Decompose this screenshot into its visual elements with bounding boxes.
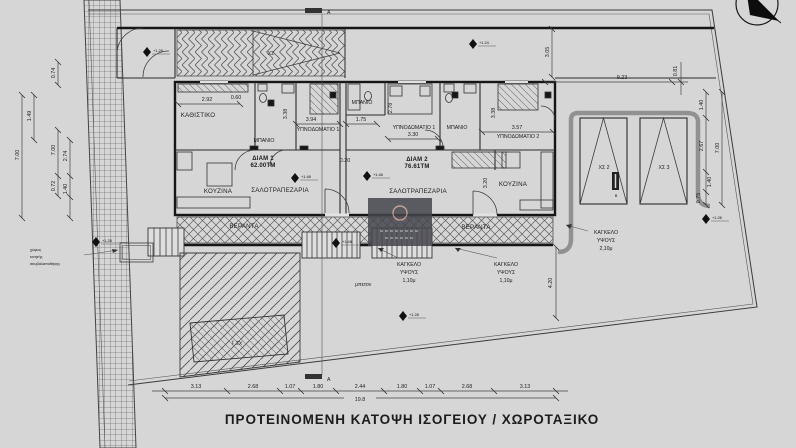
- dim-3-94: 3.94: [305, 117, 317, 123]
- level-veranda: +1.48: [342, 239, 352, 244]
- railing3-line1: ΚΑΓΚΕΛΟ: [593, 230, 619, 236]
- section-a-bottom: A: [327, 377, 331, 383]
- dim-3-05: 3.05: [545, 46, 551, 58]
- dim-1-40-right-a: 1.40: [699, 99, 705, 111]
- room-bath-apt1: ΜΠΑΝΙΟ: [253, 138, 275, 144]
- garbage-label-1: χώρος: [30, 247, 42, 252]
- parking-ramp-label: ΧΣ: [267, 51, 275, 57]
- dim-0-60: 0.60: [230, 95, 242, 101]
- railing2-line3: 1,10μ: [499, 278, 513, 284]
- dim-3-30: 3.30: [407, 132, 419, 138]
- driveway-ramp: [180, 253, 300, 377]
- dim-4-20: 4.20: [548, 277, 554, 289]
- dim-1-75: 1.75: [355, 117, 367, 123]
- room-salon-apt1: ΣΑΛΟΤΡΑΠΕΖΑΡΙΑ: [251, 187, 309, 194]
- apt2-area: 76.61ΤΜ: [404, 164, 430, 170]
- dim-9-23: 9.23: [616, 75, 628, 81]
- railing1-line1: ΚΑΓΚΕΛΟ: [396, 262, 422, 268]
- drawing-title: ΠΡΟΤΕΙΝΟΜΕΝΗ ΚΑΤΟΨΗ ΙΣΟΓΕΙΟΥ / ΧΩΡΟΤΑΞΙΚΟ: [224, 412, 600, 427]
- dim-0-20: 0.20: [339, 158, 351, 164]
- room-bed1-apt1: ΥΠΝΟΔΩΜΑΤΙΟ 1: [296, 127, 340, 133]
- level-top-left: +1.28: [153, 48, 163, 53]
- dim-2-92: 2.92: [201, 97, 213, 103]
- parking-space-2-label: ΧΣ 2: [598, 165, 610, 171]
- b-marker-label: Β: [614, 193, 618, 198]
- room-bed2-apt2: ΥΠΝΟΔΩΜΑΤΙΟ 2: [496, 134, 540, 140]
- room-kitchen-apt1: ΚΟΥΖΙΝΑ: [203, 188, 233, 195]
- railing3-line2: ΥΨΟΥΣ: [596, 238, 616, 244]
- dim-1-40-left: 1.40: [63, 183, 69, 195]
- dim-3-57: 3.57: [511, 125, 523, 131]
- parking-space-1: [190, 315, 288, 362]
- dim-2-67: 2.67: [699, 140, 705, 152]
- ramp-hatch: [177, 30, 345, 76]
- level-yard: +1.28: [409, 312, 419, 317]
- parking-space-3-label: ΧΣ 3: [658, 165, 670, 171]
- dim-b1: 3.13: [190, 384, 202, 390]
- dim-0-75: 0.75: [696, 192, 702, 204]
- concrete-label: μπετον: [355, 282, 372, 288]
- dim-0-74: 0.74: [51, 67, 57, 79]
- room-bed1-apt2: ΥΠΝΟΔΩΜΑΤΙΟ 1: [392, 125, 436, 131]
- dim-b2: 2.68: [247, 384, 259, 390]
- watermark: [368, 198, 432, 246]
- level-salon2: +1.48: [373, 172, 383, 177]
- railing1-line2: ΥΨΟΥΣ: [399, 270, 419, 276]
- railing2-line1: ΚΑΓΚΕΛΟ: [493, 262, 519, 268]
- dim-b4: 1.80: [312, 384, 324, 390]
- room-kitchen-apt2: ΚΟΥΖΙΝΑ: [498, 181, 528, 188]
- dim-0-72: 0.72: [51, 180, 57, 192]
- dim-7-00-b: 7.00: [51, 144, 57, 156]
- parking-space-1-label: ΧΣ 1: [231, 338, 243, 346]
- dim-2-78: 2.78: [388, 102, 394, 114]
- apt1-area: 62.00ΤΜ: [250, 163, 276, 169]
- railing3-line3: 2,10μ: [599, 246, 613, 252]
- room-veranda-apt1: ΒΕΡΑΝΤΑ: [229, 223, 259, 230]
- room-living: ΚΑΘΙΣΤΙΚΟ: [180, 112, 216, 119]
- dim-b7: 1.07: [424, 384, 436, 390]
- room-bath-mid: ΜΠΑΝΙΟ: [351, 100, 373, 106]
- dim-7-00-right: 7.00: [715, 142, 721, 154]
- dim-7-00-a: 7.00: [15, 149, 21, 161]
- dim-b5: 2.44: [354, 384, 366, 390]
- dim-1-40-right-b: 1.40: [707, 176, 713, 188]
- level-salon1: +1.48: [301, 174, 311, 179]
- room-salon-apt2: ΣΑΛΟΤΡΑΠΕΖΑΡΙΑ: [389, 188, 447, 195]
- dim-b9: 3.13: [519, 384, 531, 390]
- room-bath-apt2: ΜΠΑΝΙΟ: [446, 125, 468, 131]
- level-top-mid: +1.24: [479, 40, 489, 45]
- dim-1-49: 1.49: [27, 110, 33, 122]
- room-veranda-apt2: ΒΕΡΑΝΤΑ: [461, 224, 491, 231]
- dim-b3: 1.07: [284, 384, 296, 390]
- railing2-line2: ΥΨΟΥΣ: [496, 270, 516, 276]
- dim-total: 19.8: [354, 397, 366, 403]
- level-west: +1.28: [102, 238, 112, 243]
- apt2-label: ΔΙΑΜ 2: [406, 157, 428, 163]
- dim-3-20: 3.20: [483, 177, 489, 189]
- dim-b8: 2.68: [461, 384, 473, 390]
- dim-b6: 1.80: [396, 384, 408, 390]
- dim-3-38-b: 3.38: [491, 107, 497, 119]
- level-east: +1.28: [712, 215, 722, 220]
- apt1-label: ΔΙΑΜ 1: [252, 156, 274, 162]
- dim-3-38-a: 3.38: [283, 108, 289, 120]
- dim-2-74: 2.74: [63, 150, 69, 162]
- garbage-label-3: σκυβαλαποθήκης: [30, 261, 61, 266]
- railing1-line3: 1,10μ: [402, 278, 416, 284]
- section-a-top: A: [327, 10, 331, 16]
- garbage-label-2: κινητής: [30, 254, 43, 259]
- dim-0-81: 0.81: [673, 65, 679, 77]
